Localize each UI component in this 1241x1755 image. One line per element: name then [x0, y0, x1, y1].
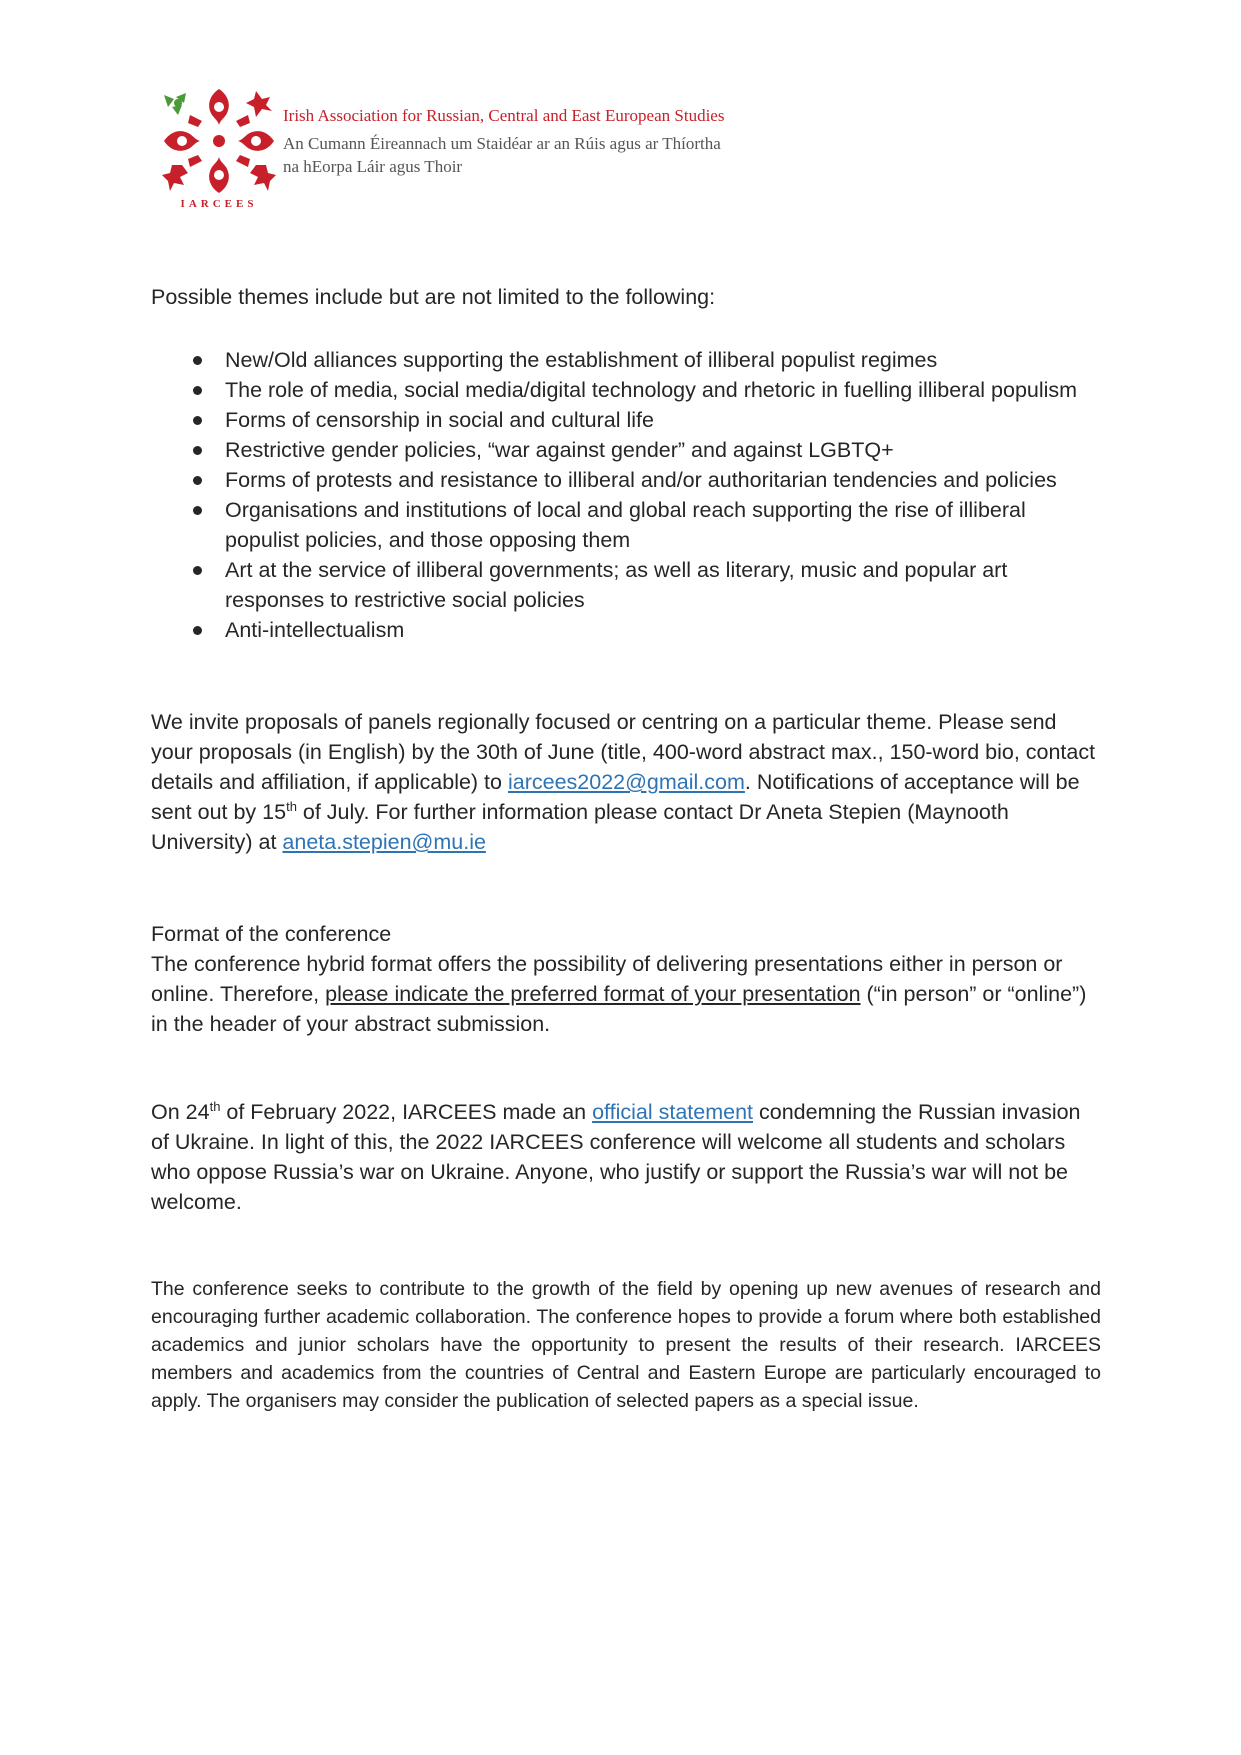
format-heading: Format of the conference: [151, 922, 392, 946]
email-link-iarcees[interactable]: iarcees2022@gmail.com: [507, 770, 745, 794]
invite-text-3: of July. For further information please contact Dr Aneta Stepien (Maynooth University) at: [151, 800, 1009, 854]
list-item-text: Forms of censorship in social and cultural life: [225, 408, 654, 432]
list-item-text: Restrictive gender policies, “war against gender” and against LGBTQ+: [225, 438, 894, 462]
format-text-2: (“in person” or “online”) in the header of your abstract submission.: [151, 982, 1087, 1036]
bullet-icon: [193, 476, 202, 485]
letterhead: [160, 85, 820, 215]
statement-text-2: of February 2022, IARCEES made an: [220, 1100, 593, 1124]
format-underlined-text: please indicate the preferred format of your presentation: [325, 982, 861, 1006]
logo-caption: IARCEES: [180, 198, 258, 210]
ordinal-suffix: th: [286, 798, 297, 814]
bullet-icon: [193, 506, 202, 515]
bullet-icon: [193, 446, 202, 455]
list-item: [151, 615, 1101, 645]
flower-ornament-icon: [160, 85, 278, 197]
list-item: [151, 435, 1101, 465]
list-item: [151, 375, 1101, 405]
list-item: [151, 405, 1101, 435]
themes-intro: Possible themes include but are not limited to the following:: [151, 285, 716, 309]
list-item: [151, 495, 1101, 555]
themes-list: [151, 345, 1101, 645]
list-item: [151, 555, 1101, 615]
list-item-text: Art at the service of illiberal governments; as well as literary, music and popular art responses to restrictive social policies: [225, 558, 1008, 612]
list-item-text: Organisations and institutions of local and global reach supporting the rise of illiberal populist policies, and those opposing them: [225, 498, 1026, 552]
statement-paragraph: [151, 1097, 1101, 1217]
bullet-icon: [193, 566, 202, 575]
email-link-contact[interactable]: aneta.stepien@mu.ie: [282, 830, 486, 854]
org-name-irish-line-1: An Cumann Éireannach um Staidéar ar an Rúis agus ar Thíortha: [283, 134, 721, 153]
iarcees-logo: [160, 85, 278, 215]
bullet-icon: [193, 386, 202, 395]
bullet-icon: [193, 626, 202, 635]
bullet-icon: [193, 356, 202, 365]
official-statement-link[interactable]: official statement: [592, 1100, 754, 1124]
list-item: [151, 345, 1101, 375]
org-name-english: Irish Association for Russian, Central and East European Studies: [283, 106, 725, 125]
list-item-text: Anti-intellectualism: [225, 618, 405, 642]
invite-paragraph: [151, 707, 1101, 857]
ordinal-suffix: th: [209, 1098, 221, 1114]
invite-text-2: . Notifications of acceptance will be sent out by 15: [151, 770, 1080, 824]
bullet-icon: [193, 416, 202, 425]
list-item-text: New/Old alliances supporting the establishment of illiberal populist regimes: [225, 348, 938, 372]
format-text-1: The conference hybrid format offers the possibility of delivering presentations either in person or online. Therefore,: [151, 952, 1063, 1006]
document-body: [151, 282, 1101, 1415]
statement-text-3: condemning the Russian invasion of Ukraine. In light of this, the 2022 IARCEES conference will welcome all students and scholars who oppose Russia’s war on Ukraine. Anyone, who justify or support the Russia’s war will not be welcome.: [151, 1100, 1081, 1214]
list-item-text: Forms of protests and resistance to illiberal and/or authoritarian tendencies and policies: [225, 468, 1057, 492]
invite-text-1: We invite proposals of panels regionally focused or centring on a particular theme. Please send your proposals (in English) by the 30th of June (title, 400-word abstract max., 150-word bio, contact details and affiliation, if applicable) to: [151, 710, 1096, 794]
statement-text-1: On 24: [151, 1100, 210, 1124]
list-item: [151, 465, 1101, 495]
list-item-text: The role of media, social media/digital technology and rhetoric in fuelling illiberal populism: [225, 378, 1078, 402]
org-name-irish-line-2: na hEorpa Láir agus Thoir: [283, 157, 463, 176]
format-paragraph: [151, 949, 1101, 1039]
org-name-irish: [283, 132, 721, 178]
closing-paragraph: The conference seeks to contribute to the growth of the field by opening up new avenues of research and encouraging further academic collaboration. The conference hopes to provide a forum where both established academics and junior scholars have the opportunity to present the results of their research. IARCEES members and academics from the countries of Central and Eastern Europe are particularly encouraged to apply. The organisers may consider the publication of selected papers as a special issue.: [151, 1278, 1101, 1412]
